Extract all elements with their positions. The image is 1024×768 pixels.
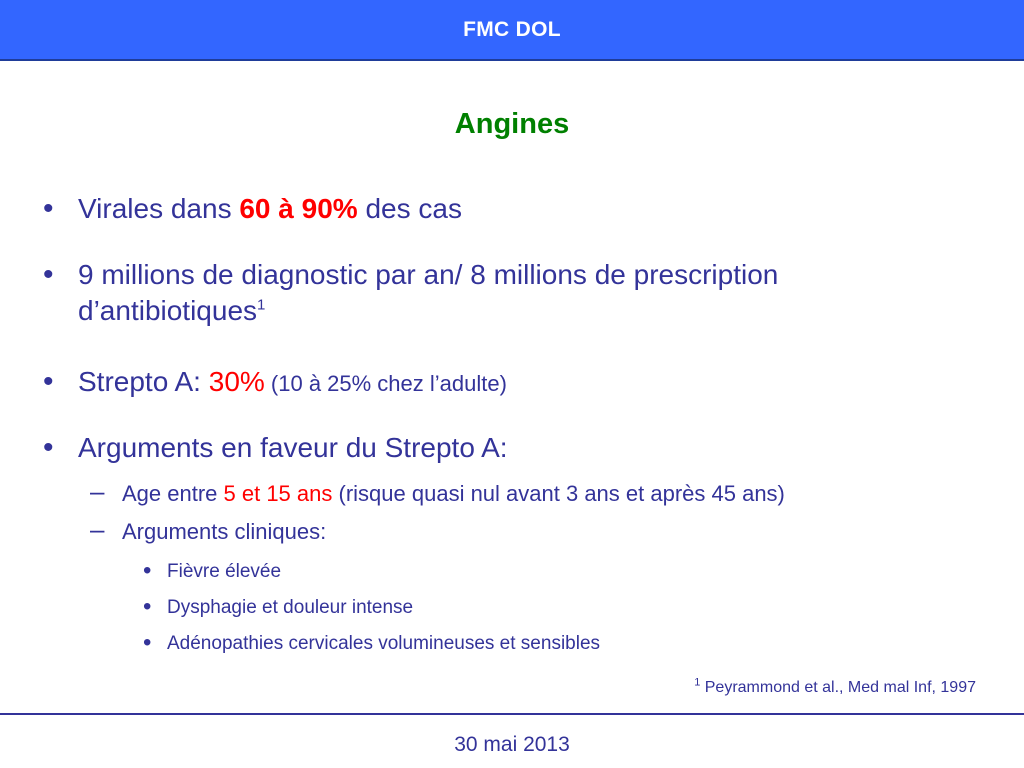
- dash-icon: –: [90, 476, 105, 506]
- sub-bullet-highlight: 5 et 15 ans: [223, 481, 333, 506]
- bullet-highlight: 60 à 90%: [239, 193, 358, 224]
- bullet-text: Arguments en faveur du Strepto A:: [78, 432, 508, 463]
- sub-sub-bullet-adenopathies: [143, 629, 987, 656]
- footer-divider: [0, 713, 1024, 715]
- bullet-dot-icon: •: [143, 557, 152, 584]
- bullet-text: Strepto A:: [78, 366, 209, 397]
- footer-date: 30 mai 2013: [454, 733, 570, 756]
- header-bar: [0, 0, 1024, 61]
- bullet-dot-icon: •: [43, 365, 54, 398]
- sub-bullet-text: Age entre: [122, 481, 224, 506]
- bullet-dot-icon: •: [43, 192, 54, 225]
- sub-sub-bullet-dysphagie: [143, 593, 987, 620]
- footnote: [694, 676, 976, 697]
- bullet-dot-icon: •: [143, 629, 152, 656]
- bullet-millions: [43, 257, 978, 329]
- sub-bullet-text: Arguments cliniques:: [122, 519, 327, 544]
- bullet-strepto: [43, 364, 978, 402]
- bullet-virales: [43, 191, 978, 227]
- bullet-highlight: 30%: [208, 366, 265, 397]
- bullet-text: des cas: [357, 193, 462, 224]
- bullet-text-line2: d’antibiotiques: [78, 295, 258, 326]
- sub-bullet-text: (risque quasi nul avant 3 ans et après 45 ans): [332, 481, 785, 506]
- header-title: FMC DOL: [463, 17, 561, 41]
- dash-icon: –: [90, 514, 105, 544]
- sub-sub-bullet-text: Fièvre élevée: [167, 561, 282, 582]
- bullet-dot-icon: •: [43, 258, 54, 291]
- sub-sub-bullet-text: Dysphagie et douleur intense: [167, 597, 414, 618]
- sub-bullet-cliniques: [90, 514, 1002, 546]
- bullet-text-line1: 9 millions de diagnostic par an/ 8 millions de prescription: [78, 259, 779, 290]
- bullet-dot-icon: •: [43, 431, 54, 464]
- bullet-dot-icon: •: [143, 593, 152, 620]
- bullet-text: Virales dans: [78, 193, 240, 224]
- bullet-note: (10 à 25% chez l’adulte): [264, 371, 507, 396]
- sub-bullet-age: [90, 476, 1002, 508]
- sub-sub-bullet-text: Adénopathies cervicales volumineuses et sensibles: [167, 633, 601, 654]
- footnote-text: Peyrammond et al., Med mal Inf, 1997: [700, 679, 976, 696]
- slide-title: Angines: [454, 108, 570, 140]
- sub-sub-bullet-fievre: [143, 557, 987, 584]
- footnote-ref: 1: [257, 296, 266, 314]
- bullet-arguments: [43, 430, 978, 466]
- footnote-number: 1: [694, 676, 701, 689]
